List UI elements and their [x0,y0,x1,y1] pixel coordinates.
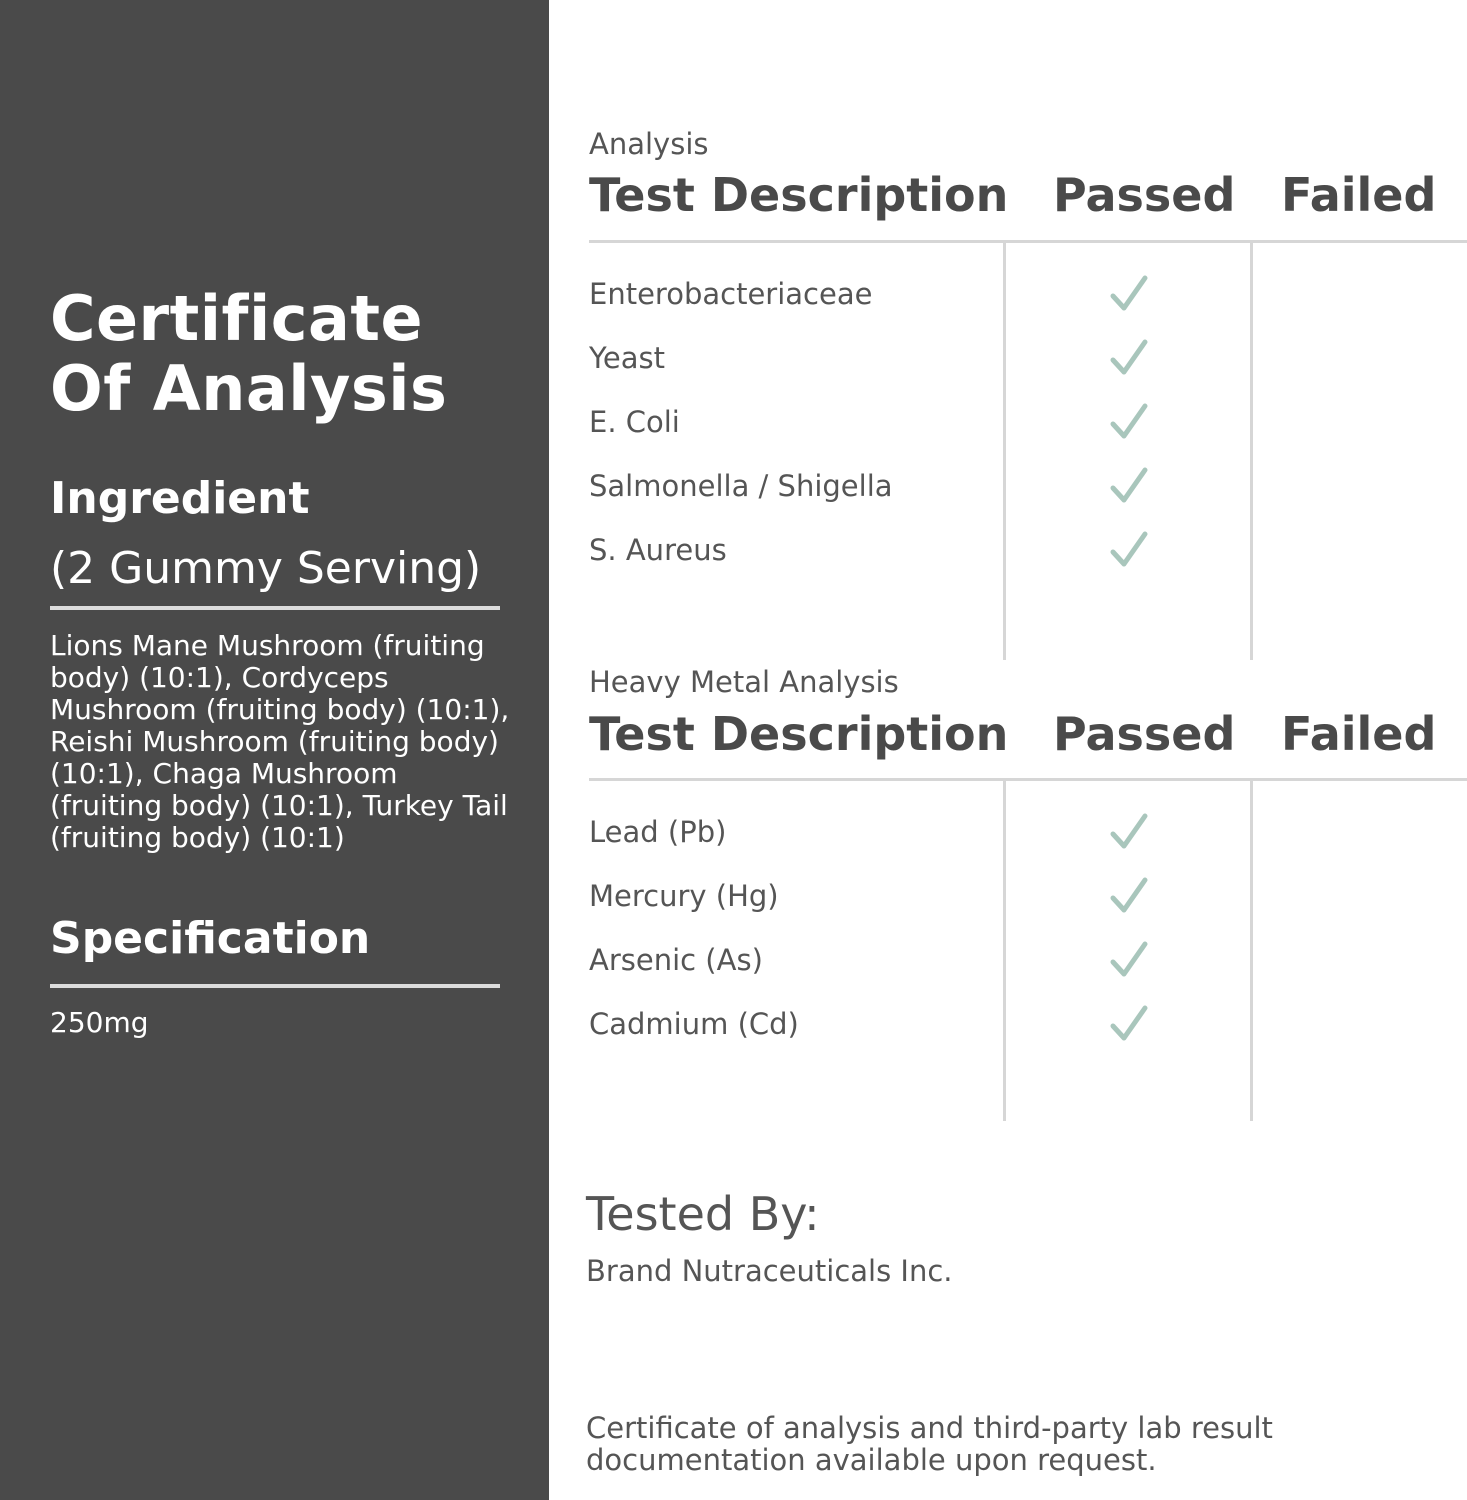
checkmark-icon [1109,876,1149,916]
ingredient-divider [50,606,500,610]
analysis-section-label: Analysis [589,127,709,161]
ingredient-heading: Ingredient [50,473,310,524]
analysis-row-label: E. Coli [589,405,680,439]
analysis-row-label: S. Aureus [589,533,727,567]
page-title [50,284,447,424]
tested-by-value: Brand Nutraceuticals Inc. [586,1254,953,1288]
ingredient-list: Lions Mane Mushroom (fruiting body) (10:1), Cordyceps Mushroom (fruiting body) (10:1), Reishi Mushroom (fruiting body) (10:1), Chaga Mushroom (fruiting body) (10:1), Turkey Tail (fruiting body) (10:1) [50,629,510,854]
analysis-col-description: Test Description [589,168,1009,222]
left-panel [0,0,549,1500]
checkmark-icon [1109,1004,1149,1044]
checkmark-icon [1109,530,1149,570]
analysis-row-label: Enterobacteriaceae [589,277,873,311]
checkmark-icon [1109,812,1149,852]
analysis-row-label: Salmonella / Shigella [589,469,893,503]
specification-value: 250mg [50,1006,149,1039]
analysis-col-divider-1 [1003,243,1006,660]
heavy-metal-col-passed: Passed [1053,707,1236,761]
checkmark-icon [1109,940,1149,980]
specification-divider [50,984,500,988]
heavy-metal-row-label: Arsenic (As) [589,943,763,977]
page-title-line2: Of Analysis [50,352,448,425]
heavy-metal-row-label: Mercury (Hg) [589,879,779,913]
heavy-metal-header-divider [589,778,1467,781]
footnote: Certificate of analysis and third-party lab result documentation available upon request. [586,1411,1273,1477]
specification-heading: Specification [50,913,371,964]
page-title-line1: Certificate [50,282,424,355]
analysis-col-failed: Failed [1281,168,1437,222]
analysis-header-divider [589,240,1467,243]
checkmark-icon [1109,338,1149,378]
ingredient-serving: (2 Gummy Serving) [50,543,482,594]
heavy-metal-col-divider-1 [1003,781,1006,1121]
heavy-metal-section-label: Heavy Metal Analysis [589,665,899,699]
checkmark-icon [1109,402,1149,442]
analysis-col-divider-2 [1250,243,1253,660]
analysis-row-label: Yeast [589,341,665,375]
heavy-metal-row-label: Cadmium (Cd) [589,1007,799,1041]
heavy-metal-col-divider-2 [1250,781,1253,1121]
checkmark-icon [1109,466,1149,506]
checkmark-icon [1109,274,1149,314]
heavy-metal-col-description: Test Description [589,707,1009,761]
tested-by-heading: Tested By: [586,1187,820,1241]
heavy-metal-row-label: Lead (Pb) [589,815,727,849]
heavy-metal-col-failed: Failed [1281,707,1437,761]
right-panel [549,0,1467,1500]
analysis-col-passed: Passed [1053,168,1236,222]
